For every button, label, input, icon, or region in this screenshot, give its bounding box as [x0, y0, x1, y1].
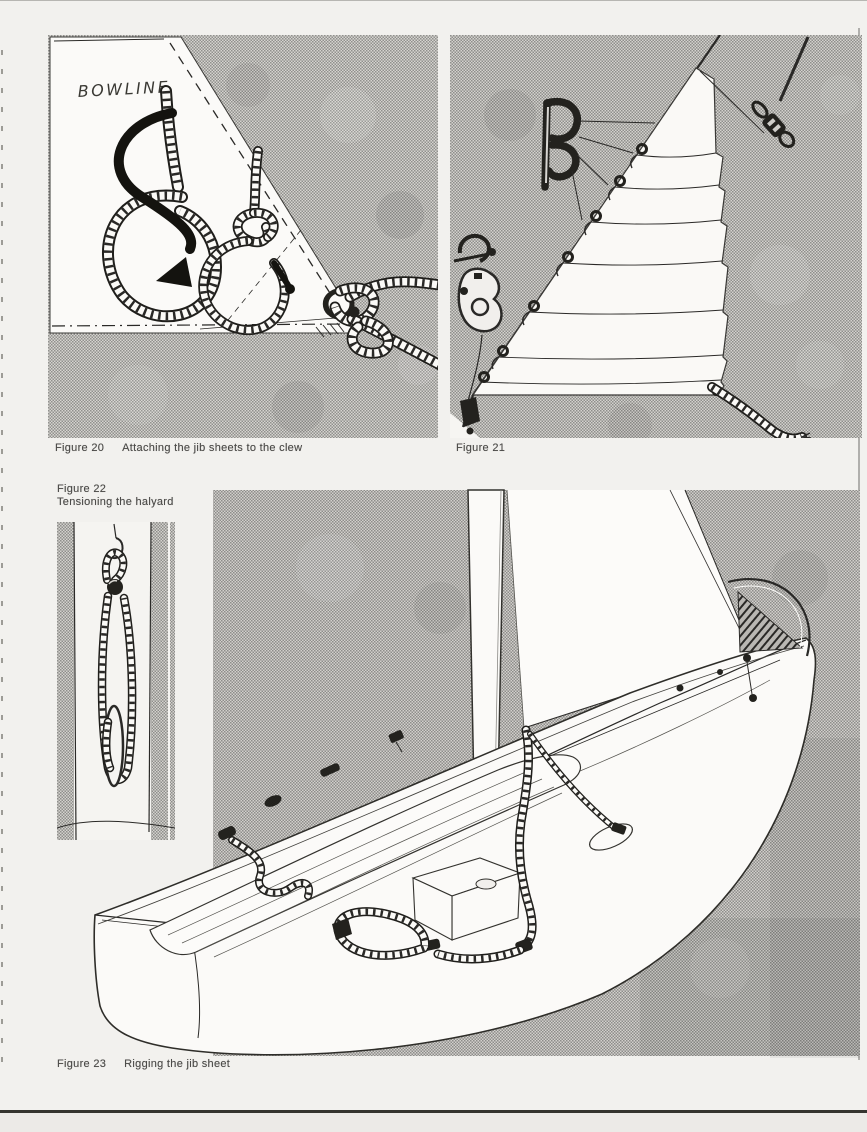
figure-20-illustration	[48, 35, 438, 438]
figure-21-illustration	[450, 35, 862, 438]
rope-tail-tip	[285, 284, 295, 294]
figure-20-caption	[55, 442, 302, 454]
scan-top-edge	[0, 0, 867, 1]
figure-23-caption-text: Rigging the jib sheet	[124, 1058, 231, 1070]
figure-20-caption-text: Attaching the jib sheets to the clew	[122, 442, 303, 454]
figure-22-caption-text: Tensioning the halyard	[57, 496, 174, 508]
figure-20-label: Figure 20	[55, 442, 105, 454]
scan-left-edge	[1, 50, 3, 1065]
page-margin-below-rule	[0, 1113, 867, 1132]
bowline-label: BOWLINE	[77, 77, 171, 101]
figure-23-illustration	[80, 488, 862, 1058]
figure-21-label: Figure 21	[456, 442, 506, 454]
figure-23-label: Figure 23	[57, 1058, 107, 1070]
figure-23-caption	[57, 1058, 230, 1070]
halftone-left-strip	[57, 522, 74, 840]
figure-22-label: Figure 22	[57, 483, 107, 495]
mast-base	[476, 879, 496, 889]
figure-21-caption	[456, 442, 523, 454]
